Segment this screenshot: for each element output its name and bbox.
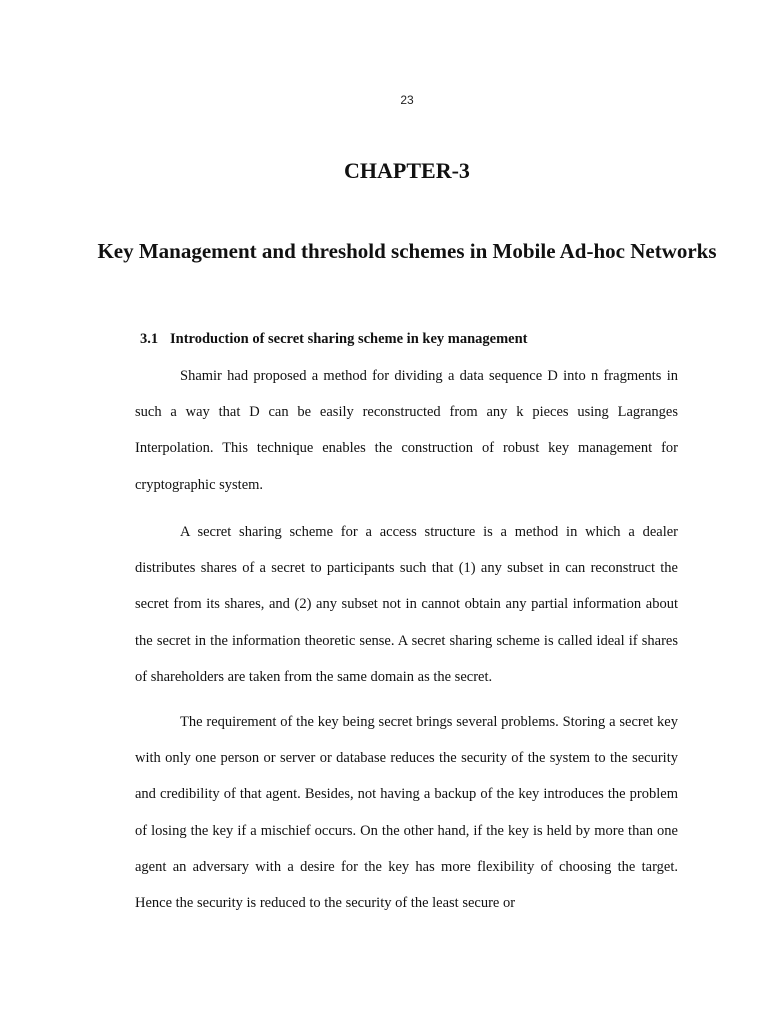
page-number: 23 xyxy=(400,93,414,107)
chapter-title: Key Management and threshold schemes in Mobile Ad-hoc Networks xyxy=(97,239,717,263)
body-paragraph: The requirement of the key being secret brings several problems. Storing a secret key with only one person or server or database reduces the security of the system to the security and credibility of that agent. Besides, not having a backup of the key introduces the problem of losing the key if a mischief occurs. On the other hand, if the key is held by more than one agent an adversary with a desire for the key has more flexibility of choosing the target. Hence the security is reduced to the security of the least secure or xyxy=(135,714,678,912)
body-paragraph: Shamir had proposed a method for dividing a data sequence D into n fragments in such a way that D can be easily reconstructed from any k pieces using Lagranges Interpolation. This technique enables the construction of robust key management for cryptographic system. xyxy=(135,368,678,493)
body-paragraph: A secret sharing scheme for a access structure is a method in which a dealer distributes shares of a secret to participants such that (1) any subset in can reconstruct the secret from its shares, and (2) any subset not in cannot obtain any partial information about the secret in the information theoretic sense. A secret sharing scheme is called ideal if shares of shareholders are taken from the same domain as the secret. xyxy=(135,524,678,685)
section-number: 3.1 xyxy=(140,331,159,347)
section-heading xyxy=(140,331,528,348)
section-title: Introduction of secret sharing scheme in key management xyxy=(170,331,528,347)
chapter-label: CHAPTER-3 xyxy=(344,158,470,183)
